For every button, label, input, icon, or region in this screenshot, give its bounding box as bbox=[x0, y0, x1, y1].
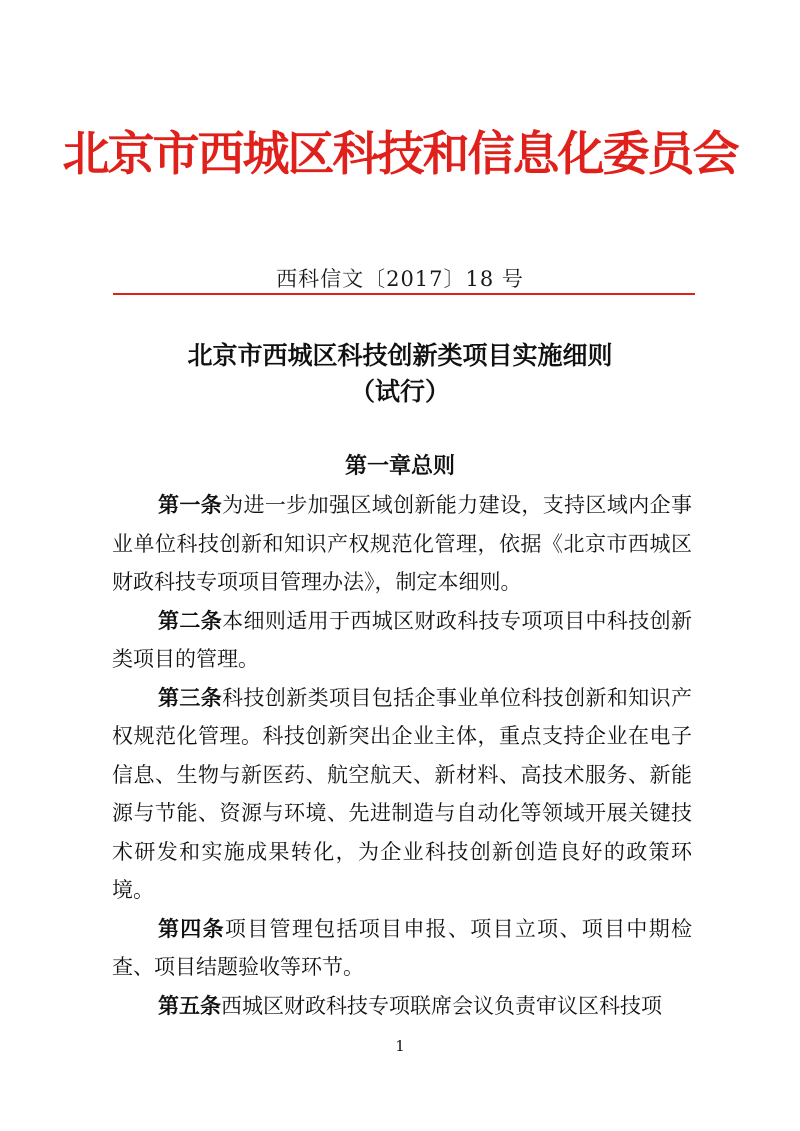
article-label: 第三条 bbox=[158, 685, 223, 710]
article-1 bbox=[112, 486, 692, 602]
document-subtitle: （试行） bbox=[349, 377, 450, 406]
article-4 bbox=[112, 910, 692, 987]
article-text: 本细则适用于西城区财政科技专项项目中科技创新类项目的管理。 bbox=[112, 608, 692, 671]
letterhead-issuer: 北京市西城区科技和信息化委员会 bbox=[62, 127, 738, 182]
page-number: 1 bbox=[395, 1037, 405, 1055]
article-label: 第五条 bbox=[158, 993, 221, 1018]
article-2 bbox=[112, 602, 692, 679]
red-divider-line bbox=[113, 293, 695, 295]
article-text: 为进一步加强区域创新能力建设，支持区域内企事业单位科技创新和知识产权规范化管理，依据《北京市西城区财政科技专项项目管理办法》，制定本细则。 bbox=[112, 493, 692, 594]
article-3 bbox=[112, 679, 692, 910]
document-number: 西科信文〔2017〕18 号 bbox=[276, 267, 524, 291]
article-label: 第二条 bbox=[158, 608, 223, 633]
document-title: 北京市西城区科技创新类项目实施细则 bbox=[187, 341, 613, 370]
article-text: 项目管理包括项目申报、项目立项、项目中期检查、项目结题验收等环节。 bbox=[112, 916, 693, 979]
article-label: 第四条 bbox=[158, 916, 225, 941]
article-text: 西城区财政科技专项联席会议负责审议区科技项 bbox=[221, 993, 662, 1018]
chapter-heading: 第一章总则 bbox=[344, 454, 455, 479]
article-text: 科技创新类项目包括企事业单位科技创新和知识产权规范化管理。科技创新突出企业主体，重点支持企业在电子信息、生物与新医药、航空航天、新材料、高技术服务、新能源与节能、资源与环境、先进制造与自动化等领域开展关键技术研发和实施成果转化，为企业科技创新创造良好的政策环境。 bbox=[112, 685, 692, 902]
article-label: 第一条 bbox=[158, 493, 223, 517]
article-5 bbox=[112, 987, 692, 1026]
document-body bbox=[112, 486, 692, 1025]
